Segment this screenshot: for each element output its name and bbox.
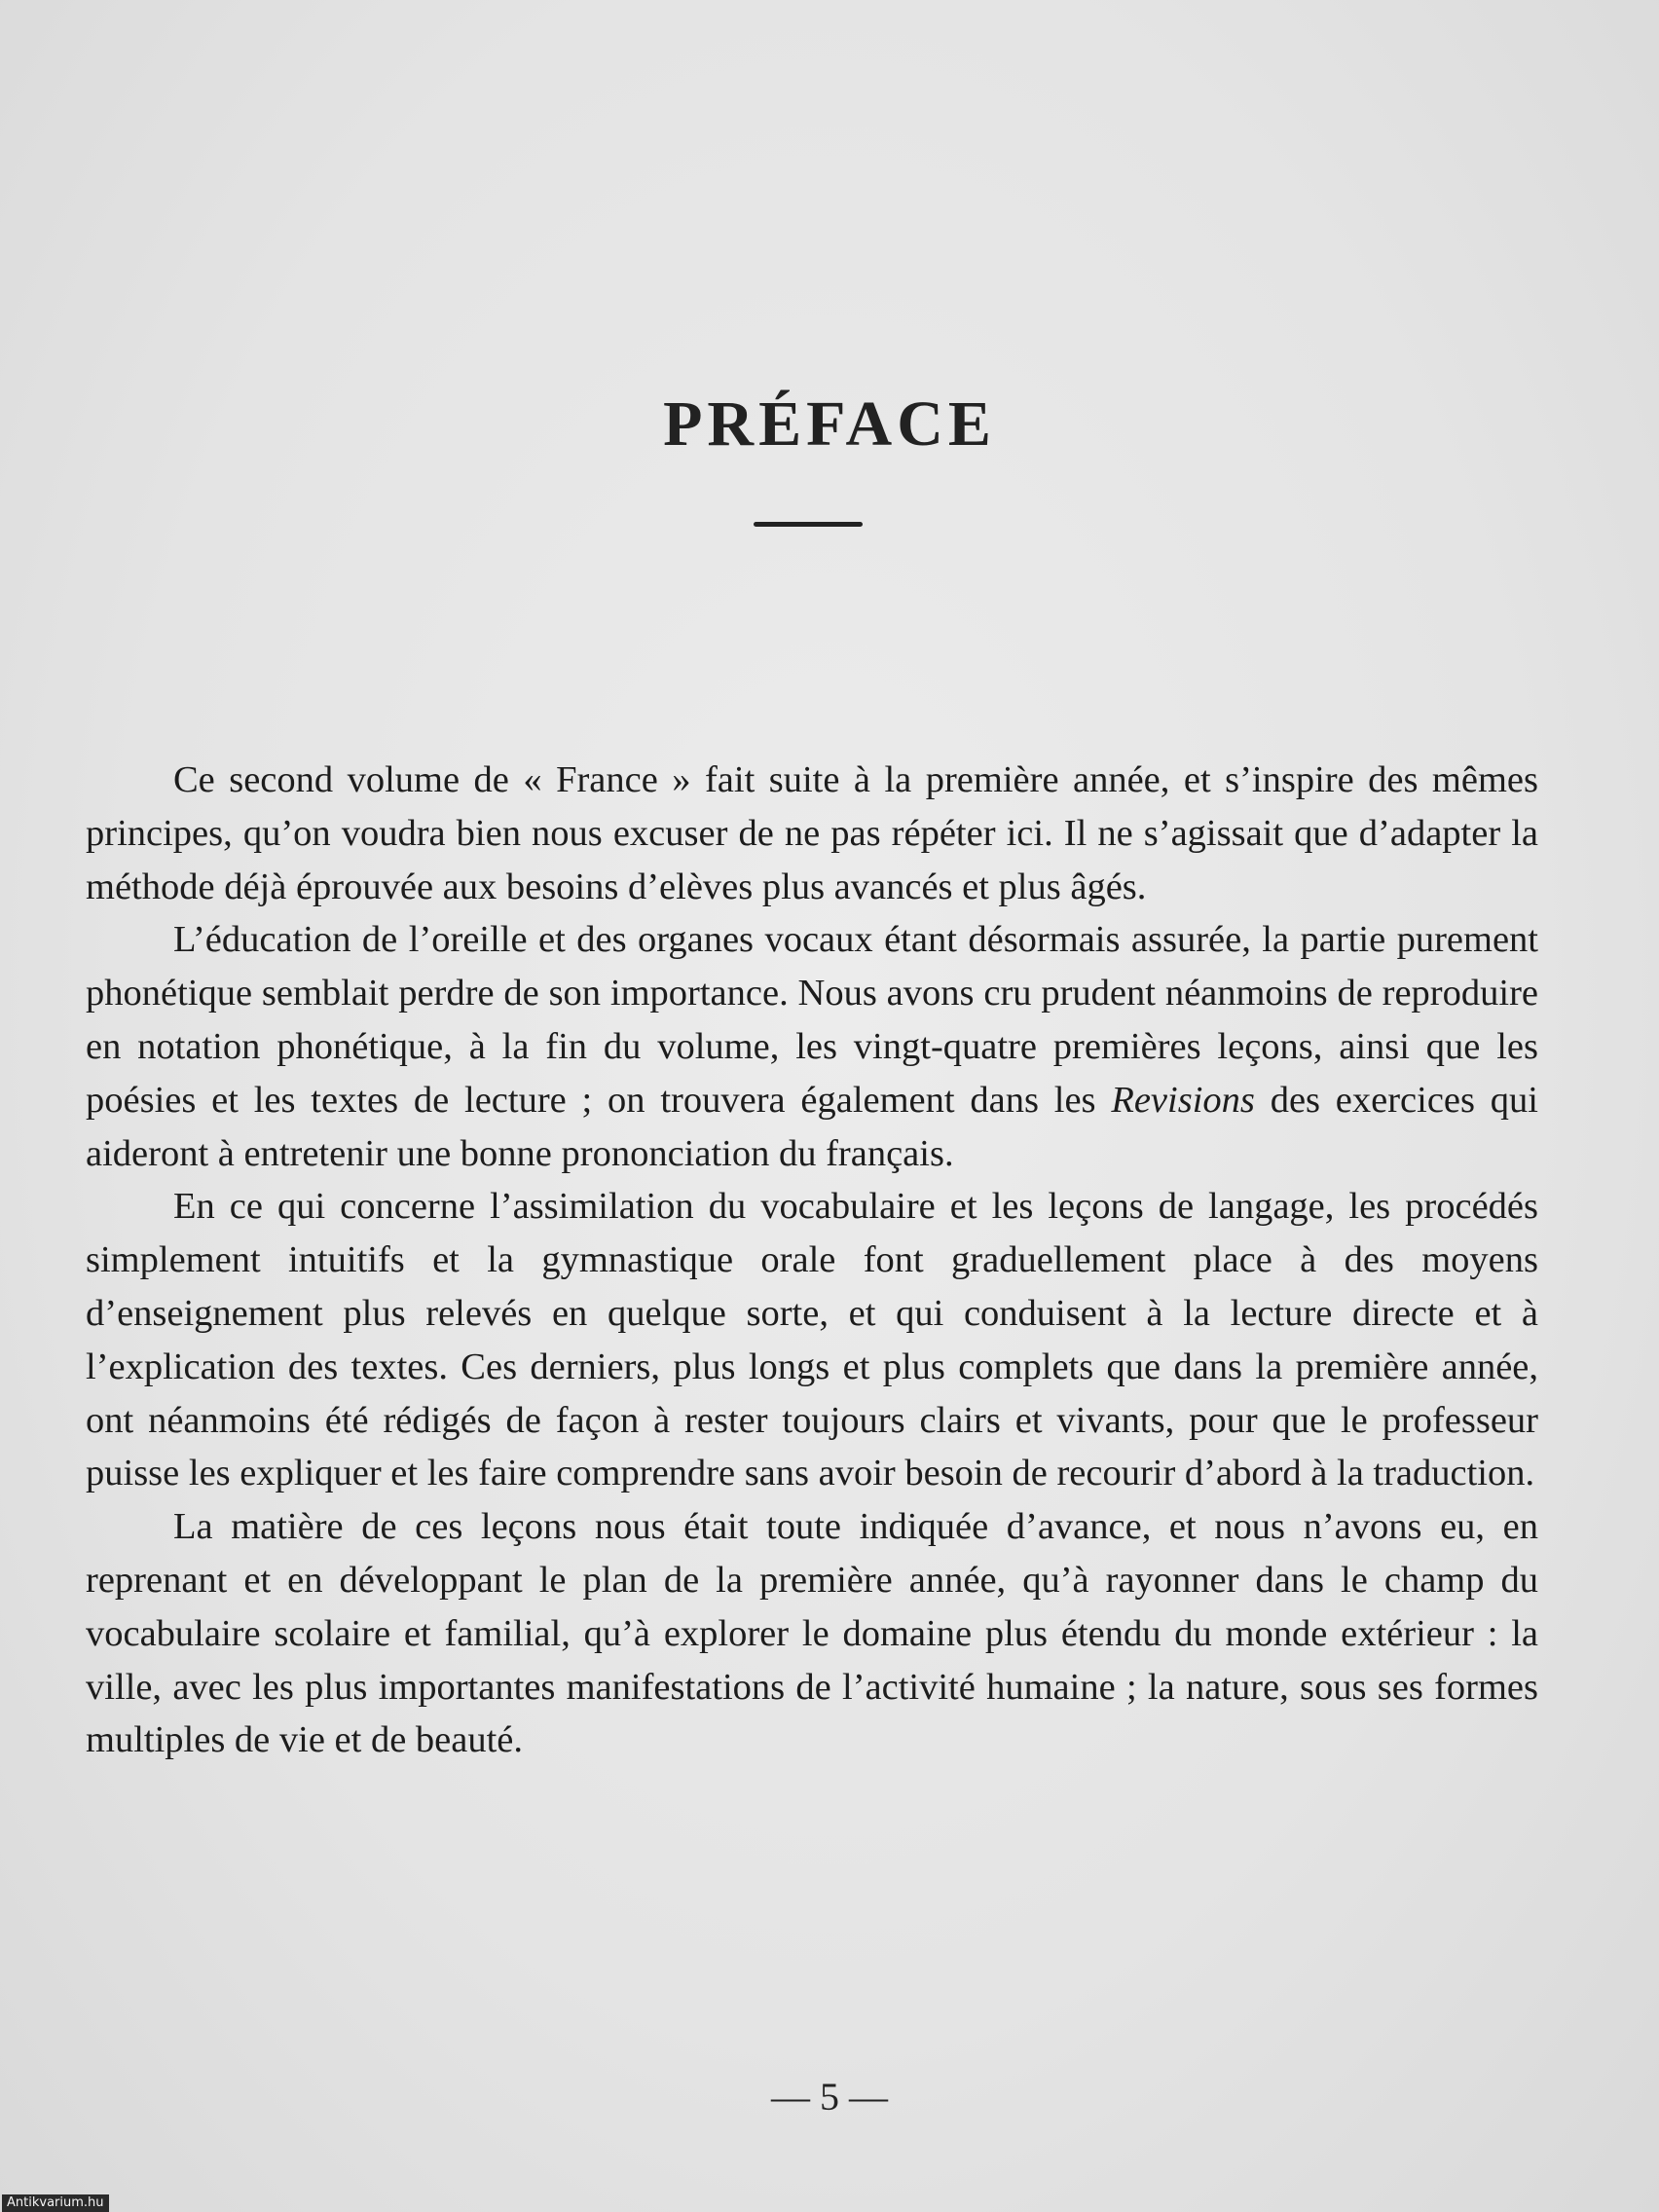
paragraph-2-emphasis: Revisions xyxy=(1111,1079,1255,1121)
watermark: Antikvarium.hu xyxy=(2,2194,109,2212)
title-underline-rule xyxy=(754,522,863,527)
paragraph-3 xyxy=(86,1180,1538,1500)
paragraph-2-text-end: des exercices qui aideront à entretenir une bonne prononciation du français. xyxy=(86,1079,1538,1174)
preface-body xyxy=(86,754,1538,1767)
paragraph-1-text: Ce second volume de « France » fait suite à la première année, et s’inspire des mêmes principes, qu’on voudra bien nous excuser de ne pas répéter ici. Il ne s’agissait que d’adapter la méthode déjà éprouvée aux besoins d’elèves plus avancés et plus âgés. xyxy=(86,759,1538,907)
paragraph-2-text-start: L’éducation de l’oreille et des organes vocaux étant désormais assurée, la partie purement phonétique semblait perdre de son importance. Nous avons cru prudent néanmoins de reproduire en notation phonétique, à la fin du volume, les vingt-quatre premières leçons, ainsi que les poésies et les textes de lecture ; on trouvera également dans les xyxy=(86,919,1538,1121)
paragraph-1 xyxy=(86,754,1538,913)
page-title: PRÉFACE xyxy=(663,388,996,460)
paragraph-4 xyxy=(86,1500,1538,1767)
paragraph-2 xyxy=(86,913,1538,1180)
paragraph-4-text: La matière de ces leçons nous était toute indiquée d’avance, et nous n’avons eu, en reprenant et en développant le plan de la première année, qu’à rayonner dans le champ du vocabulaire scolaire et familial, qu’à explorer le domaine plus étendu du monde extérieur : la ville, avec les plus importantes manifestations de l’activité humaine ; la nature, sous ses formes multiples de vie et de beauté. xyxy=(86,1506,1538,1761)
paragraph-3-text: En ce qui concerne l’assimilation du vocabulaire et les leçons de langage, les procédés simplement intuitifs et la gymnastique orale font graduellement place à des moyens d’enseignement plus relevés en quelque sorte, et qui conduisent à la lecture directe et à l’explication des textes. Ces derniers, plus longs et plus complets que dans la première année, ont néanmoins été rédigés de façon à rester toujours clairs et vivants, pour que le professeur puisse les expliquer et les faire comprendre sans avoir besoin de recourir d’abord à la traduction. xyxy=(86,1186,1538,1494)
page-number: — 5 — xyxy=(771,2075,888,2119)
